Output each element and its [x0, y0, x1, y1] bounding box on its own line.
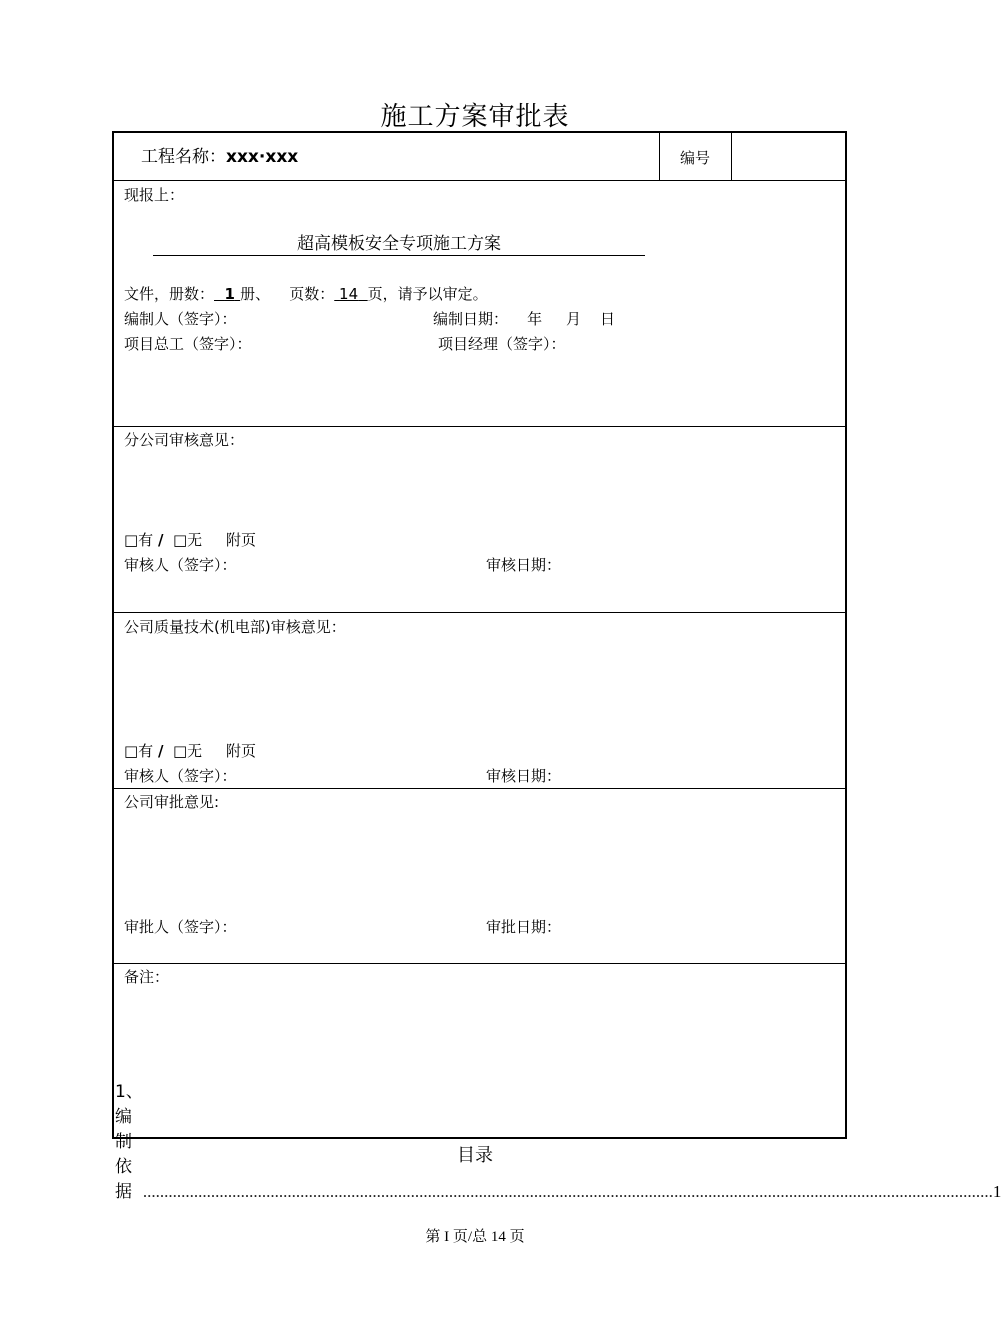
toc-item-page: 1 — [992, 1182, 1001, 1201]
date-month: 月 — [565, 310, 581, 328]
pages-suffix: 页，请予以审定。 — [367, 285, 488, 303]
pages-label: 页数： — [289, 285, 335, 303]
page-footer: 第 I 页/总 14 页 — [425, 1229, 525, 1245]
attachment-yes-checkbox[interactable]: □有 — [124, 531, 154, 549]
divider-v1 — [659, 133, 660, 180]
number-label: 编号 — [680, 149, 711, 167]
divider-header — [114, 180, 845, 181]
files-prefix: 文件，册数： — [124, 285, 215, 303]
divider-quality — [114, 788, 845, 789]
divider-approval — [114, 963, 845, 964]
project-label: 工程名称： — [141, 147, 226, 167]
branch-review-label: 分公司审核意见： — [124, 431, 245, 449]
pages-value: 14 — [339, 285, 359, 303]
compile-date — [433, 309, 615, 329]
project-name-value: xxx·xxx — [226, 147, 299, 167]
attachment-no-checkbox[interactable]: □无 — [173, 742, 203, 760]
project-name-field — [141, 147, 298, 167]
quality-date-label: 审核日期： — [486, 767, 562, 785]
divider-v2 — [731, 133, 732, 180]
branch-reviewer-label: 审核人（签字）： — [124, 556, 237, 574]
manager-label: 项目经理（签字）： — [438, 335, 566, 353]
attachment-yes-checkbox[interactable]: □有 — [124, 742, 154, 760]
toc-item-label: 1、编制依据 — [115, 1082, 143, 1202]
compile-date-label: 编制日期： — [433, 310, 509, 328]
branch-date-label: 审核日期： — [486, 556, 562, 574]
report-to-label: 现报上： — [124, 186, 185, 204]
date-day: 日 — [600, 310, 616, 328]
date-year: 年 — [527, 310, 543, 328]
toc-leader-dots: ........................................................................................................................................................................................................ — [142, 1182, 993, 1201]
divider-branch — [114, 612, 845, 613]
approval-date-label: 审批日期： — [486, 918, 562, 936]
quality-review-label: 公司质量技术(机电部)审核意见： — [124, 618, 346, 636]
remarks-label: 备注： — [124, 968, 170, 986]
quality-reviewer-label: 审核人（签字）： — [124, 767, 237, 785]
toc-title: 目录 — [457, 1145, 493, 1166]
approver-label: 审批人（签字）： — [124, 918, 237, 936]
approval-label: 公司审批意见: — [124, 793, 220, 811]
plan-name: 超高模板安全专项施工方案 — [153, 233, 645, 256]
divider-report — [114, 426, 845, 427]
chief-engineer-label: 项目总工（签字）： — [124, 335, 252, 353]
approval-form — [112, 131, 847, 1139]
branch-attachment-option[interactable]: □有 / □无 附页 — [124, 531, 257, 549]
attachment-no-checkbox[interactable]: □无 — [173, 531, 203, 549]
quality-attachment-option[interactable]: □有 / □无 附页 — [124, 742, 257, 760]
volumes-value: 1 — [224, 285, 235, 303]
file-info — [124, 284, 488, 304]
page-title: 施工方案审批表 — [380, 102, 570, 132]
compiler-label: 编制人（签字）： — [124, 310, 237, 328]
volumes-unit: 册、 — [240, 285, 271, 303]
